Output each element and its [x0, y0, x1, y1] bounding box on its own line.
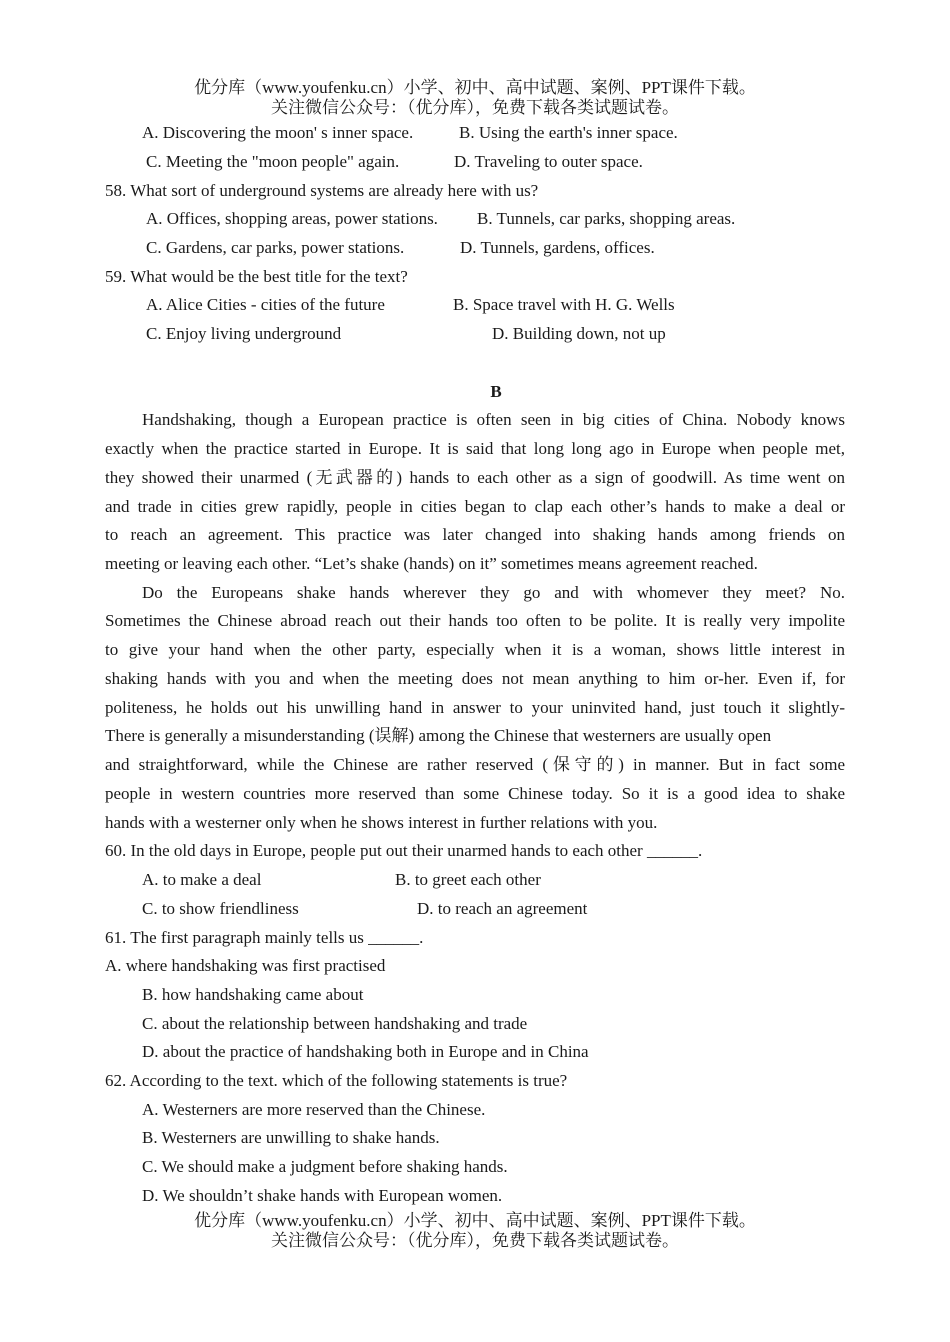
paragraph-line: shaking hands with you and when the meeting does not mean anything to him or-her. Even if, for [105, 669, 845, 688]
q60-option-d: D. to reach an agreement [417, 899, 588, 918]
q59-option-c: C. Enjoy living underground [146, 324, 342, 343]
q61-option-c: C. about the relationship between handshaking and trade [142, 1014, 528, 1033]
q62-option-b: B. Westerners are unwilling to shake hands. [142, 1128, 440, 1147]
header-line-1: 优分库（www.youfenku.cn）小学、初中、高中试题、案例、PPT课件下载。 [194, 78, 756, 97]
section-b-title: B [490, 382, 502, 401]
paragraph-line: politeness, he holds out his unwilling hand in answer to your uninvited hand, just touch it slightly- [105, 698, 845, 717]
paragraph-line: meeting or leaving each other. “Let’s shake (hands) on it” sometimes means agreement reached. [105, 554, 758, 573]
paragraph-line: to reach an agreement. This practice was later changed into shaking hands among friends on [105, 525, 845, 544]
q60-option-c: C. to show friendliness [142, 899, 299, 918]
q59-option-b: B. Space travel with H. G. Wells [453, 295, 675, 314]
paragraph-line: hands with a westerner only when he shows interest in further relations with you. [105, 813, 658, 832]
q61-option-d: D. about the practice of handshaking both in Europe and in China [142, 1042, 589, 1061]
q58-option-d: D. Tunnels, gardens, offices. [460, 238, 655, 257]
paragraph-line: Sometimes the Chinese abroad reach out their hands too often to be polite. It is really very impolite [105, 611, 845, 630]
q59-option-d: D. Building down, not up [492, 324, 666, 343]
q59-option-a: A. Alice Cities - cities of the future [146, 295, 385, 314]
q61-question: 61. The first paragraph mainly tells us ______. [105, 928, 424, 947]
paragraph-line: they showed their unarmed (无武器的) hands to each other as a sign of goodwill. As time went on [105, 468, 845, 487]
q58-option-c: C. Gardens, car parks, power stations. [146, 238, 405, 257]
q60-option-a: A. to make a deal [142, 870, 262, 889]
q58-question: 58. What sort of underground systems are already here with us? [105, 181, 539, 200]
paragraph-line: and trade in cities grew rapidly, people in cities began to clap each other’s hands to make a deal or [105, 497, 845, 516]
paragraph-line: Handshaking, though a European practice is often seen in big cities of China. Nobody knows [142, 410, 845, 429]
q58-option-b: B. Tunnels, car parks, shopping areas. [477, 209, 736, 228]
q60-option-b: B. to greet each other [395, 870, 541, 889]
q57-option-c: C. Meeting the "moon people" again. [146, 152, 400, 171]
paragraph-line: and straightforward, while the Chinese are rather reserved (保守的) in manner. But in fact some [105, 755, 845, 774]
q61-option-a: A. where handshaking was first practised [105, 956, 386, 975]
header-line-2: 关注微信公众号：（优分库），免费下载各类试题试卷。 [271, 98, 679, 117]
q61-option-b: B. how handshaking came about [142, 985, 364, 1004]
q57-option-d: D. Traveling to outer space. [454, 152, 643, 171]
paragraph-line: exactly when the practice started in Europe. It is said that long long ago in Europe when people met, [105, 439, 845, 458]
paragraph-line: There is generally a misunderstanding (误解) among the Chinese that westerners are usually open [105, 726, 772, 745]
q62-option-d: D. We shouldn’t shake hands with European women. [142, 1186, 503, 1205]
q59-question: 59. What would be the best title for the text? [105, 267, 408, 286]
paragraph-line: to give your hand when the other party, especially when it is a woman, shows little interest in [105, 640, 845, 659]
footer-line-1: 优分库（www.youfenku.cn）小学、初中、高中试题、案例、PPT课件下载。 [194, 1211, 756, 1230]
q60-question: 60. In the old days in Europe, people put out their unarmed hands to each other ______. [105, 841, 703, 860]
paragraph-line: people in western countries more reserved than some Chinese today. So it is a good idea to shake [105, 784, 845, 803]
q62-question: 62. According to the text. which of the following statements is true? [105, 1071, 568, 1090]
q62-option-c: C. We should make a judgment before shaking hands. [142, 1157, 508, 1176]
footer-line-2: 关注微信公众号：（优分库），免费下载各类试题试卷。 [271, 1231, 679, 1250]
q57-option-a: A. Discovering the moon' s inner space. [142, 123, 414, 142]
q62-option-a: A. Westerners are more reserved than the Chinese. [142, 1100, 486, 1119]
q57-option-b: B. Using the earth's inner space. [459, 123, 678, 142]
q58-option-a: A. Offices, shopping areas, power stations. [146, 209, 438, 228]
paragraph-line: Do the Europeans shake hands wherever they go and with whomever they meet? No. [142, 583, 845, 602]
